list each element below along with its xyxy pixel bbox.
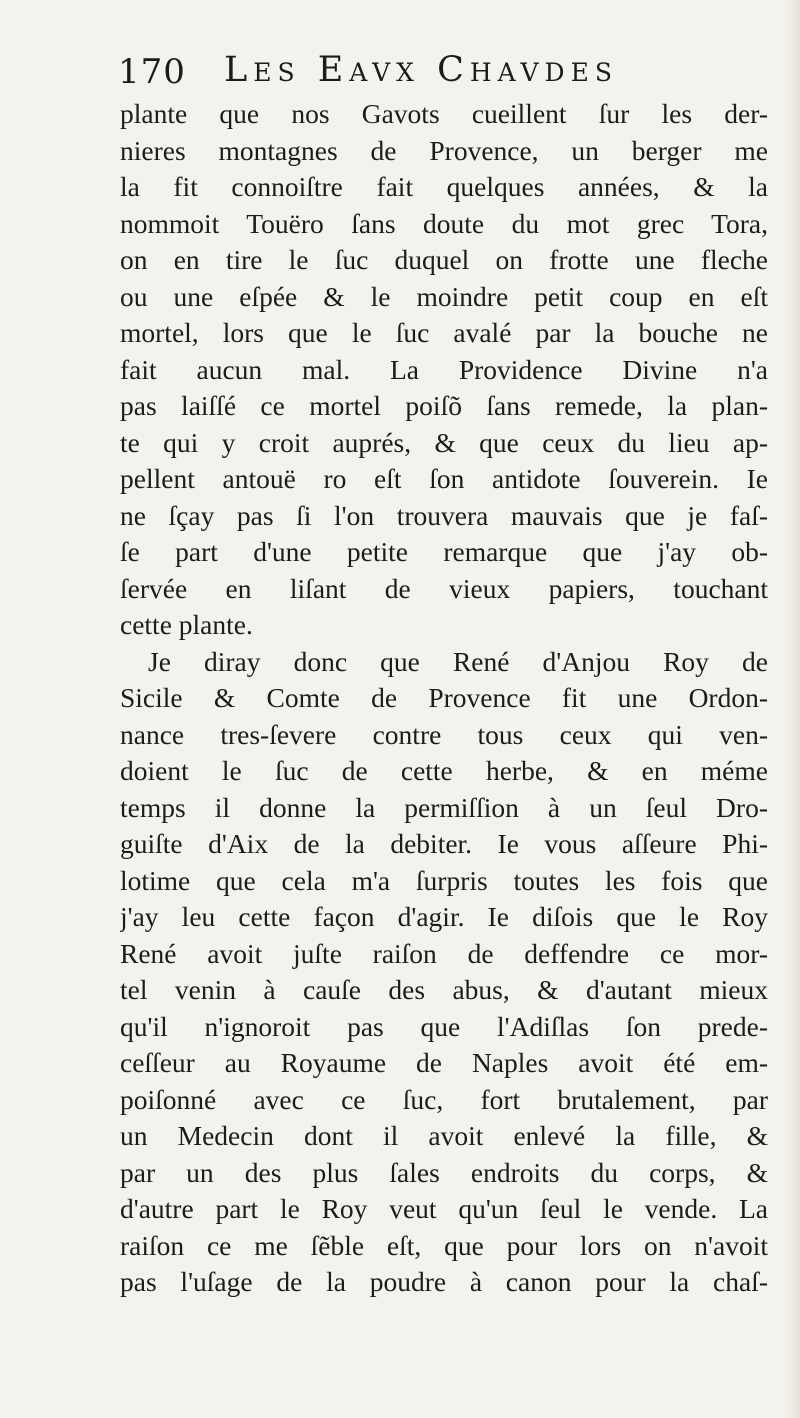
text-line: d'autre part le Roy veut qu'un ſeul le vende. La <box>120 1193 768 1224</box>
text-line: te qui y croit auprés, & que ceux du lieu ap- <box>120 426 768 458</box>
body-text <box>120 96 768 1301</box>
text-line: poiſonné avec ce ſuc, fort brutalement, par <box>120 1083 768 1115</box>
text-line: lotime que cela m'a ſurpris toutes les fois que <box>120 864 768 896</box>
text-line: ſervée en liſant de vieux papiers, touchant <box>120 572 768 604</box>
text-line: nance tres-ſevere contre tous ceux qui ven- <box>120 718 768 750</box>
text-line: pas laiſſé ce mortel poiſõ ſans remede, la plan- <box>120 390 768 421</box>
text-line: Sicile & Comte de Provence fit une Ordon- <box>120 682 768 713</box>
text-line-paragraph-end: cette plante. <box>120 609 253 640</box>
text-line: pas l'uſage de la poudre à canon pour la chaſ- <box>120 1266 768 1297</box>
text-line: la fit connoiſtre fait quelques années, & la <box>120 171 768 202</box>
running-title: Les Eavx Chavdes <box>224 50 618 90</box>
text-line: temps il donne la permiſſion à un ſeul Dro- <box>120 791 768 823</box>
page-edge-shadow <box>786 0 800 1418</box>
page-number: 170 <box>118 52 186 92</box>
text-line: nommoit Touëro ſans doute du mot grec Tora, <box>120 207 768 239</box>
text-line: pellent antouë ro eſt ſon antidote ſouverein. Ie <box>120 463 768 494</box>
text-line: ne ſçay pas ſi l'on trouvera mauvais que je faſ- <box>120 499 768 531</box>
text-line: nieres montagnes de Provence, un berger me <box>120 134 768 166</box>
text-line: j'ay leu cette façon d'agir. Ie diſois que le Roy <box>120 901 768 932</box>
text-line: doient le ſuc de cette herbe, & en méme <box>120 755 768 786</box>
text-line: qu'il n'ignoroit pas que l'Adiſlas ſon prede- <box>120 1010 768 1042</box>
text-line: fait aucun mal. La Providence Divine n'a <box>120 353 768 385</box>
text-line: ou une eſpée & le moindre petit coup en eſt <box>120 280 768 312</box>
text-line: on en tire le ſuc duquel on frotte une fleche <box>120 244 768 275</box>
text-line-paragraph-start: Je diray donc que René d'Anjou Roy de <box>148 645 768 677</box>
running-header <box>118 52 718 96</box>
text-line: mortel, lors que le ſuc avalé par la bouche ne <box>120 317 768 348</box>
text-line: René avoit juſte raiſon de deffendre ce mor- <box>120 937 768 969</box>
text-line: guiſte d'Aix de la debiter. Ie vous aſſeure Phi- <box>120 828 768 859</box>
text-line: par un des plus ſales endroits du corps, & <box>120 1156 768 1188</box>
text-line: plante que nos Gavots cueillent ſur les der- <box>120 98 768 129</box>
text-line: tel venin à cauſe des abus, & d'autant mieux <box>120 974 768 1005</box>
text-line: ceſſeur au Royaume de Naples avoit été em- <box>120 1047 768 1078</box>
text-line: un Medecin dont il avoit enlevé la fille, & <box>120 1120 768 1151</box>
text-line: raiſon ce me ſẽble eſt, que pour lors on n'avoit <box>120 1229 768 1261</box>
text-line: ſe part d'une petite remarque que j'ay ob- <box>120 536 768 567</box>
